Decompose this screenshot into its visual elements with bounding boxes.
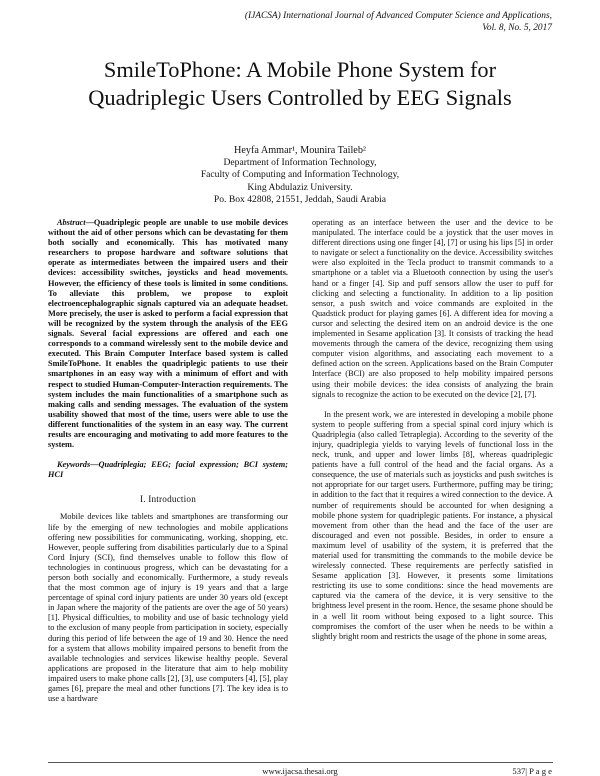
journal-volume: Vol. 8, No. 5, 2017 bbox=[482, 23, 552, 33]
intro-paragraph-present-work: In the present work, we are interested in developing a mobile phone system to people suffering from a special spinal cord injury which is Quadriplegia (also called Tetraplegia). According to the severity of the injury, quadriplegia yields to varying levels of functional loss in the neck, trunk, and upper and lower limbs [8], whereas quadriplegic patients have a full control of the head and the facial organs. As a consequence, the use of materials such as joysticks and push switches is not appropriate for our target users. Furthermore, puffing may be tiring; in addition to the fact that it requires a wired connection to the device. A number of requirements should be accounted for when designing a mobile phone system for quadriplegic patients. For instance, a physical movement from other than the head and the face of the user are discouraged and even not possible. Besides, in order to ensure a maximum level of usability of the system, it is preferred that the material used for transmitting the commands to the mobile device be wirelessly connected. These requirements are perfectly satisfied in Sesame application [3]. However, it presents some limitations restricting its use to some conditions: since the head movements are captured via the camera of the device, it is very sensitive to the brightness level present in the room. Hence, the sesame phone should be in a well lit room without being exposed to a light source. This compromises the comfort of the user when he needs to be within a slightly bright room and restricts the usage of the phone in some areas, bbox=[312, 409, 553, 641]
journal-name: (IJACSA) International Journal of Advanced Computer Science and Applications, bbox=[244, 11, 552, 21]
affiliation-line: Department of Information Technology, bbox=[223, 157, 377, 169]
footer-divider bbox=[48, 762, 553, 763]
intro-paragraph: Mobile devices like tablets and smartphones are transforming our life by the emerging of new technologies and mobile applications offering new possibilities for communicating, working, shopping, etc. However, people suffering from disabilities particularly due to a Spinal Cord Injury (SCI), find themselves unable to follow this flow of technologies in continuous progress, which can be devastating for a person both socially and economically. Furthermore, a study reveals that the most common age of injury is 19 years and that a large percentage of spinal cord injury patients are under 30 years old (except in Japan where the majority of the patients are over the age of 50 years) [1]. Physical difficulties, to mobility and use of basic technology yield to the exclusion of many people from participation in society, especially during this period of life between the age of 19 and 30. Hence the need for a system that allows mobility impaired persons to benefit from the available technologies and services likewise healthy people. Several applications are proposed in the literature that aim to help mobility impaired users to make phone calls [2], [3], use computers [4], [5], play games [6], prepare the meal and other functions [7]. The key idea is to use a hardware bbox=[48, 512, 288, 704]
keywords: Keywords—Quadriplegia; EEG; facial expression; BCI system; HCI bbox=[48, 460, 288, 480]
right-column bbox=[312, 218, 553, 642]
affiliation-line: Po. Box 42808, 21551, Jeddah, Saudi Arabia bbox=[213, 193, 387, 205]
author-block bbox=[100, 145, 500, 206]
footer-url: www.ijacsa.thesai.org bbox=[262, 766, 338, 776]
affiliation-line: King Abdulaziz University. bbox=[247, 181, 353, 193]
title-line-1: SmileToPhone: A Mobile Phone System for bbox=[103, 57, 497, 82]
section-heading-introduction: I. Introduction bbox=[139, 494, 197, 505]
journal-header bbox=[132, 10, 552, 34]
affiliation-line: Faculty of Computing and Information Technology, bbox=[200, 169, 400, 181]
paper-title bbox=[40, 56, 560, 112]
author-names: Heyfa Ammar¹, Mounira Taileb² bbox=[234, 145, 366, 156]
abstract-label: Abstract bbox=[57, 218, 86, 227]
intro-paragraph-continued: operating as an interface between the user and the device to be manipulated. The interface could be a joystick that the user moves in different directions using one finger [4], [7] or using his lips [5] in order to navigate or select a functionality on the device. Accessibility switches were also exploited in the Tecla product to transmit commands to a smartphone or a tablet via a Bluetooth connection by using the user's hand or a finger [4]. Sip and puff sensors allow the user to puff for clicking and selecting a functionality. In addition to a lip position sensor, a push switch and voice commands are exploited in the Quadstick product for playing games [6]. A different idea for moving a cursor and selecting the desired item on an android device is the one implemented in Sesame application [3]. It consists of tracking the head movements through the camera of the device, recognizing them using computer vision algorithms, and associating each movement to a defined action on the screen. Applications based on the Brain Computer Interface (BCI) are also proposed to help mobility impaired persons using their mobile devices: the idea consists of analyzing the brain signals to recognize the action to be executed on the device [2], [7]. bbox=[312, 218, 553, 399]
abstract bbox=[48, 218, 288, 450]
left-column bbox=[48, 218, 288, 704]
page-number: 537| P a g e bbox=[512, 766, 552, 776]
abstract-text: —Quadriplegic people are unable to use mobile devices without the aid of other persons which can be devastating for them both socially and economically. This has motivated many researchers to propose hardware and software solutions that operate as intermediates between the impaired users and their devices: accessibility switches, joysticks and head movements. However, the efficiency of these tools is limited in some conditions. To alleviate this problem, we propose to exploit electroencephalographic signals captured via an adequate headset. More precisely, the user is asked to perform a facial expression that will be recognized by the system through the analysis of the EEG signals. Several facial expressions are offered and each one corresponds to a command wirelessly sent to the mobile device and executed. This Brain Computer Interface based system is called SmileToPhone. It enables the quadriplegic patients to use their smartphones in an easy way with a minimum of effort and with respect to studied Human-Computer-Interaction requirements. The system includes the main functionalities of a smartphone such as making calls and sending messages. The evaluation of the system usability showed that most of the time, users were able to use the different functionalities of the system in an easy way. The current results are encouraging and motivating to add more features to the system. bbox=[48, 218, 288, 450]
title-line-2: Quadriplegic Users Controlled by EEG Signals bbox=[88, 85, 512, 110]
